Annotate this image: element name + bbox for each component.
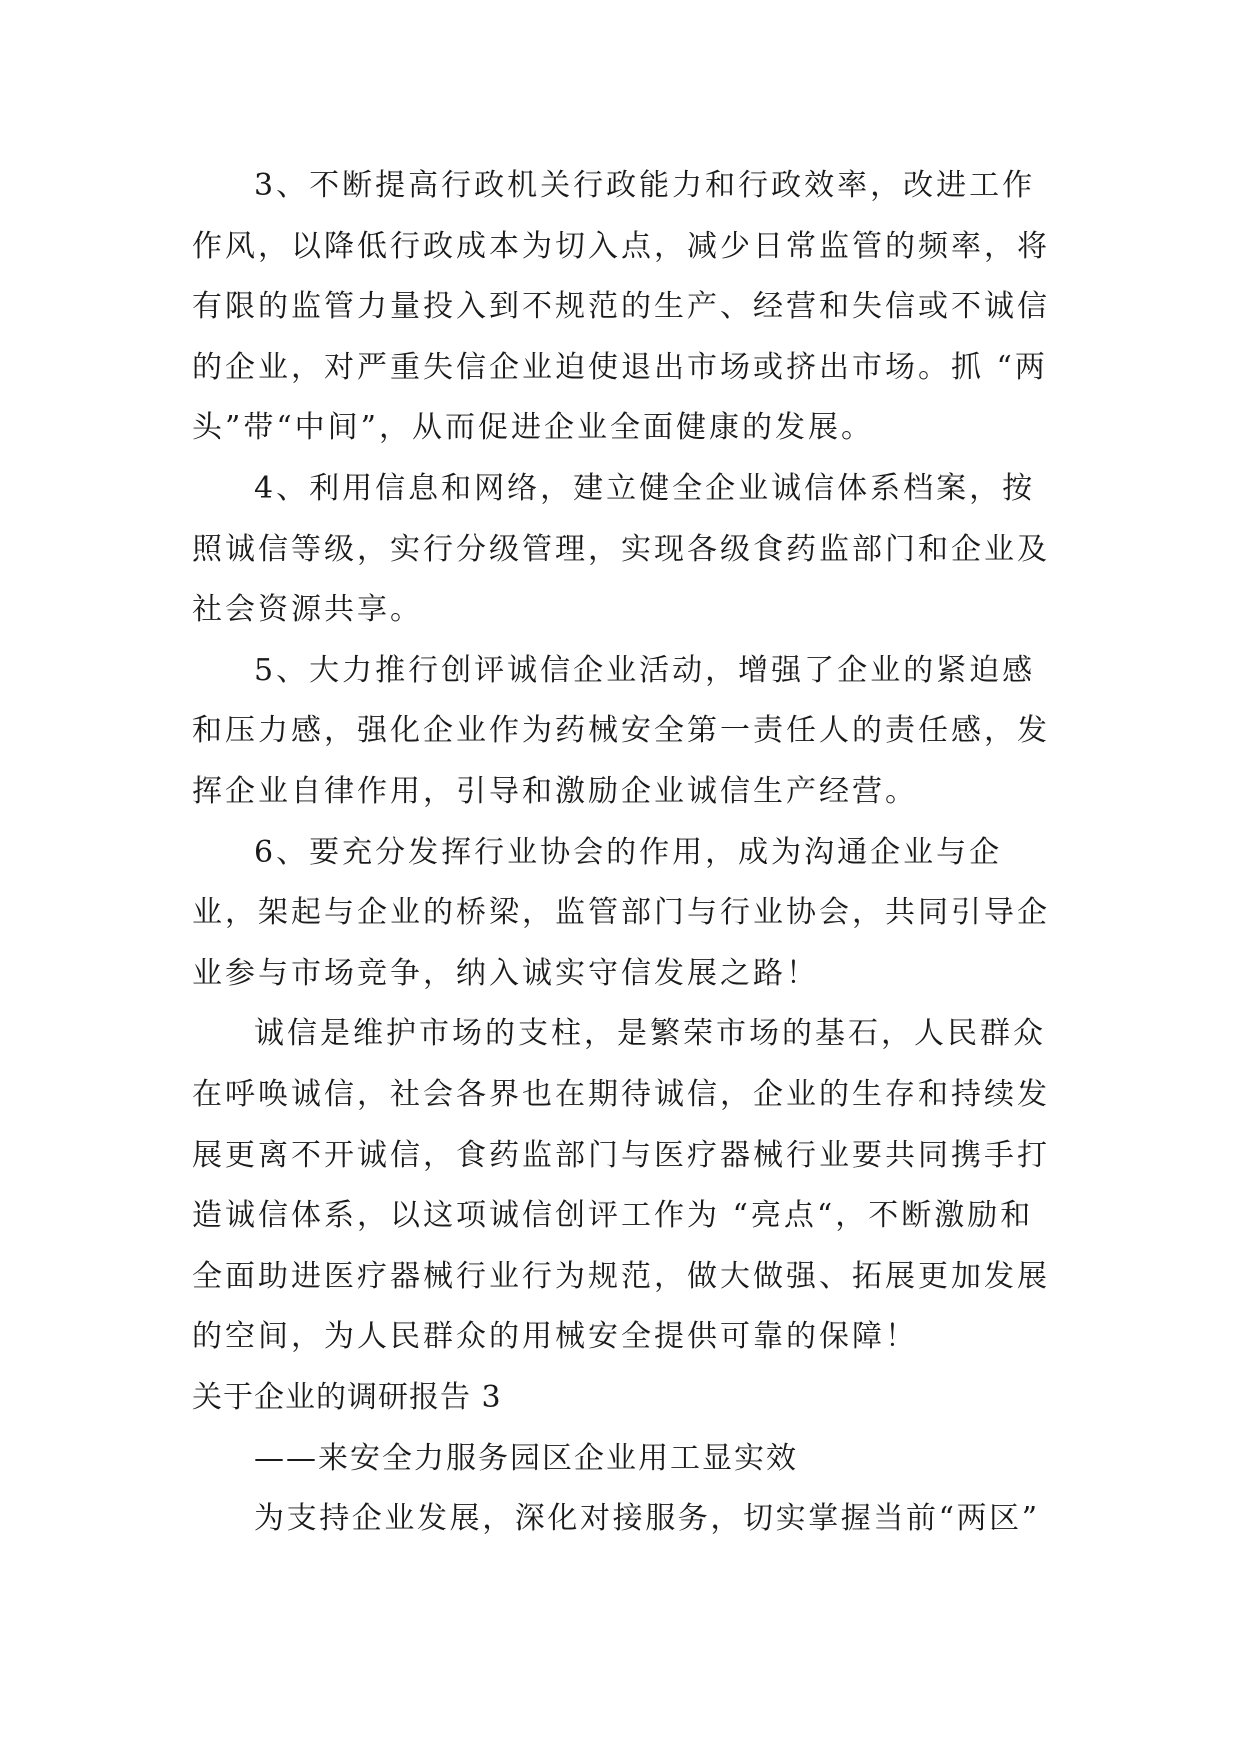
report-intro: 为支持企业发展，深化对接服务，切实掌握当前“两区” (254, 1501, 1040, 1537)
report-subtitle: ——来安全力服务园区企业用工显实效 (254, 1440, 798, 1476)
report-title: 关于企业的调研报告 3 (192, 1380, 502, 1415)
paragraph-conclusion: 诚信是维护市场的支柱，是繁荣市场的基石，人民群众在呼唤诚信，社会各界也在期待诚信，企业的生存和持续发展更离不开诚信，食药监部门与医疗器械行业要共同携手打造诚信体系，以这项诚信创评工作为 “亮点“，不断激励和全面助进医疗器械行业行为规范，做大做强、拓展更加发展的空间，为人民群众的用械安全提供可靠的保障！ (192, 1016, 1050, 1355)
paragraph-item-3: 3、不断提高行政机关行政能力和行政效率，改进工作作风，以降低行政成本为切入点，减少日常监管的频率，将有限的监管力量投入到不规范的生产、经营和失信或不诚信的企业，对严重失信企业迫使退出市场或挤出市场。抓 “两头”带“中间”，从而促进企业全面健康的发展。 (192, 168, 1050, 446)
paragraph-item-6: 6、要充分发挥行业协会的作用，成为沟通企业与企业，架起与企业的桥梁，监管部门与行业协会，共同引导企业参与市场竞争，纳入诚实守信发展之路！ (192, 834, 1050, 991)
body-text (192, 156, 1052, 1368)
paragraph-item-4: 4、利用信息和网络，建立健全企业诚信体系档案，按照诚信等级，实行分级管理，实现各级食药监部门和企业及社会资源共享。 (192, 470, 1050, 628)
report-section (192, 1368, 1052, 1550)
paragraph-item-5: 5、大力推行创评诚信企业活动，增强了企业的紧迫感和压力感，强化企业作为药械安全第一责任人的责任感，发挥企业自律作用，引导和激励企业诚信生产经营。 (192, 652, 1050, 809)
